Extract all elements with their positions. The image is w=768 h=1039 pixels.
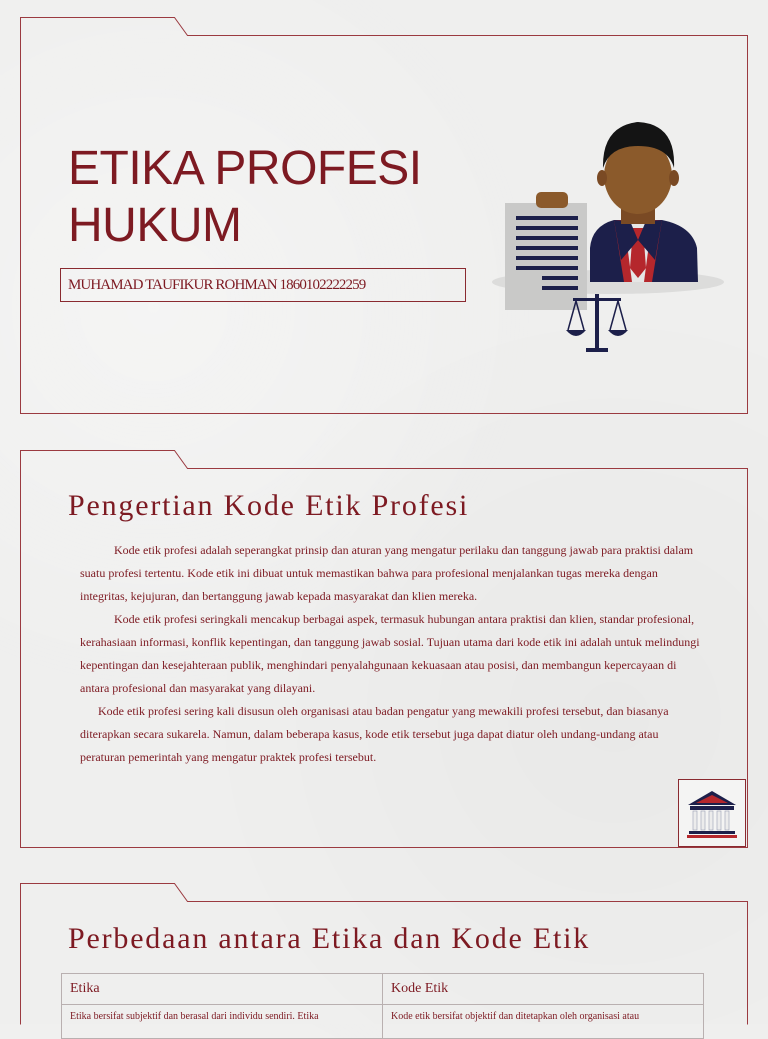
section-heading-definition: Pengertian Kode Etik Profesi	[68, 489, 470, 522]
table-header-row	[62, 974, 704, 1005]
title-line-2: HUKUM	[68, 199, 242, 252]
paragraph: Kode etik profesi sering kali disusun oleh organisasi atau badan pengatur yang mewakili profesi tersebut, dan biasanya diterapkan secara sukarela. Namun, dalam beberapa kasus, kode etik tersebut juga dapat diatur oleh undang-undang atau peraturan pemerintah yang mengatur praktek profesi tersebut.	[80, 704, 669, 764]
courthouse-icon	[679, 780, 745, 846]
courthouse-icon-box	[678, 779, 746, 847]
scales-icon	[566, 294, 628, 352]
author-name: MUHAMAD TAUFIKUR ROHMAN 1860102222259	[68, 277, 366, 293]
lawyer-illustration	[490, 118, 730, 358]
definition-text	[80, 539, 700, 769]
title-line-1: ETIKA PROFESI	[68, 142, 422, 195]
document-icon	[505, 192, 587, 310]
paragraph: Kode etik profesi seringkali mencakup berbagai aspek, termasuk hubungan antara praktisi dan klien, standar profesional, kerahasiaan informasi, konflik kepentingan, dan tanggung jawab sosial. Tujuan utama dari kode etik ini adalah untuk melindungi kepentingan dan kesejahteraan publik, menghindari penyalahgunaan kekuasaan atau posisi, dan membangun kepercayaan di antara profesional dan masyarakat yang dilayani.	[80, 612, 700, 695]
lawyer-icon	[590, 122, 698, 282]
slide-title	[68, 140, 488, 254]
table-cell: Etika bersifat subjektif dan berasal dari individu sendiri. Etika	[62, 1005, 383, 1039]
table-row	[62, 1005, 704, 1039]
section-heading-comparison: Perbedaan antara Etika dan Kode Etik	[68, 922, 591, 955]
column-header-kode-etik: Kode Etik	[383, 974, 704, 1005]
author-box	[60, 268, 466, 302]
column-header-etika: Etika	[62, 974, 383, 1005]
paragraph: Kode etik profesi adalah seperangkat prinsip dan aturan yang mengatur perilaku dan tanggung jawab para praktisi dalam suatu profesi tertentu. Kode etik ini dibuat untuk memastikan bahwa para profesional menjalankan tugas mereka dengan integritas, kejujuran, dan bertanggung jawab kepada masyarakat dan klien mereka.	[80, 543, 694, 603]
comparison-table	[61, 973, 704, 1039]
table-cell: Kode etik bersifat objektif dan ditetapkan oleh organisasi atau	[383, 1005, 704, 1039]
